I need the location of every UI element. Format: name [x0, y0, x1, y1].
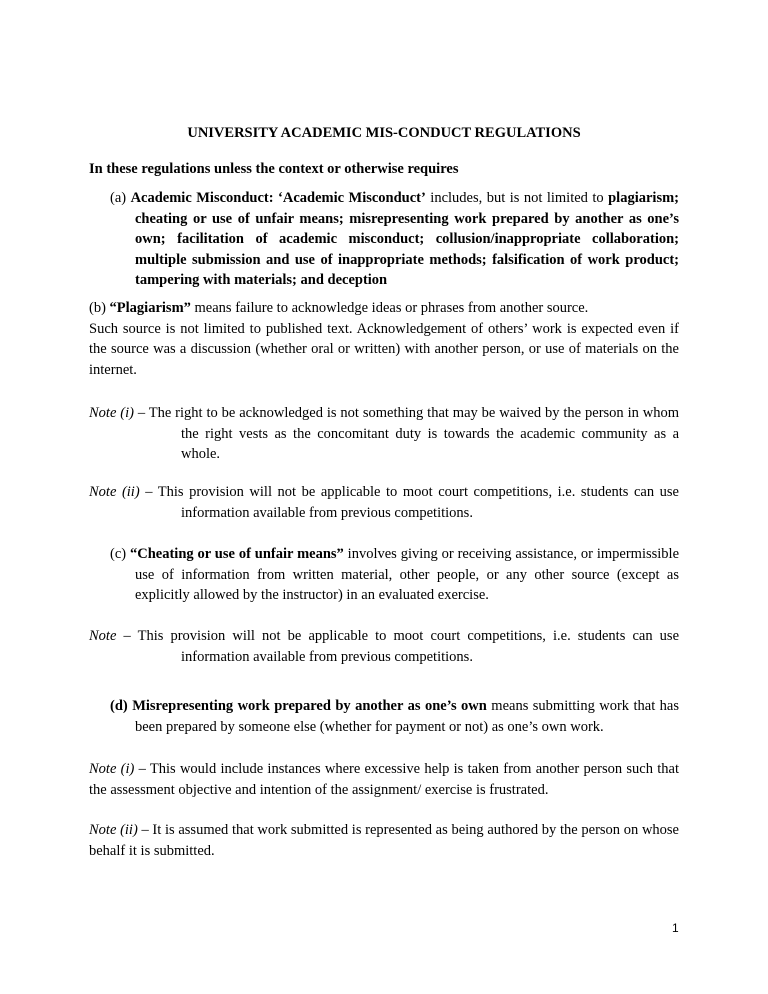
note-b-ii — [89, 482, 679, 523]
note-d-i-label: Note (i) — [89, 761, 135, 777]
clause-c-label: (c) — [110, 546, 127, 562]
page-number: 1 — [672, 921, 679, 935]
note-c-text: – This provision will not be applicable to moot court competitions, i.e. students can use information available from previous competitions. — [116, 628, 679, 665]
note-d-i — [89, 759, 679, 800]
note-c — [89, 626, 679, 667]
note-b-i — [89, 403, 679, 465]
note-d-i-text: – This would include instances where excessive help is taken from another person such that the assessment objective and intention of the assignment/ exercise is frustrated. — [89, 761, 679, 798]
clause-d-label: (d) — [110, 698, 128, 714]
clause-a-text: includes, but is not limited to — [425, 190, 609, 206]
note-b-i-text: – The right to be acknowledged is not something that may be waived by the person in whom the right vests as the concomitant duty is towards the academic community as a whole. — [133, 405, 679, 462]
clause-c — [110, 544, 679, 606]
clause-b-text: means failure to acknowledge ideas or phrases from another source. — [190, 300, 589, 316]
note-b-ii-text: – This provision will not be applicable to moot court competitions, i.e. students can use information available from previous competitions. — [139, 484, 679, 521]
document-title: UNIVERSITY ACADEMIC MIS-CONDUCT REGULATIONS — [187, 125, 581, 141]
clause-b-continuation: Such source is not limited to published text. Acknowledgement of others’ work is expected even if the source was a discussion (whether oral or written) with another person, or use of materials on the internet. — [89, 320, 679, 378]
clause-d-term: Misrepresenting work prepared by another as one’s own — [132, 698, 487, 714]
clause-d — [110, 696, 679, 737]
note-b-i-label: Note (i) — [89, 405, 134, 421]
clause-b — [89, 298, 679, 380]
clause-c-term: “Cheating or use of unfair means” — [129, 546, 344, 562]
clause-b-term: “Plagiarism” — [109, 300, 191, 316]
clause-a — [110, 188, 679, 291]
note-b-ii-label: Note (ii) — [89, 484, 140, 500]
clause-a-list: plagiarism; cheating or use of unfair means; misrepresenting work prepared by another as one’s own; facilitation of academic misconduct; collusion/inappropriate collaboration; multiple submission and use of inappropriate methods; falsification of work product; tampering with materials; and deception — [135, 190, 679, 288]
clause-b-label: (b) — [89, 300, 106, 316]
intro-line: In these regulations unless the context or otherwise requires — [89, 161, 459, 177]
note-d-ii-text: – It is assumed that work submitted is represented as being authored by the person on whose behalf it is submitted. — [89, 822, 679, 859]
clause-d-text: means submitting work that has been prepared by someone else (whether for payment or not) as one’s own work. — [135, 698, 680, 735]
clause-a-term: Academic Misconduct: ‘Academic Misconduct’ — [130, 190, 426, 206]
note-d-ii-label: Note (ii) — [89, 822, 138, 838]
note-c-label: Note — [89, 628, 117, 644]
note-d-ii — [89, 820, 679, 861]
clause-c-text: involves giving or receiving assistance, or impermissible use of information from written material, other people, or any other source (except as explicitly allowed by the instructor) in an evaluated exercise. — [135, 546, 680, 603]
clause-a-label: (a) — [110, 190, 127, 206]
